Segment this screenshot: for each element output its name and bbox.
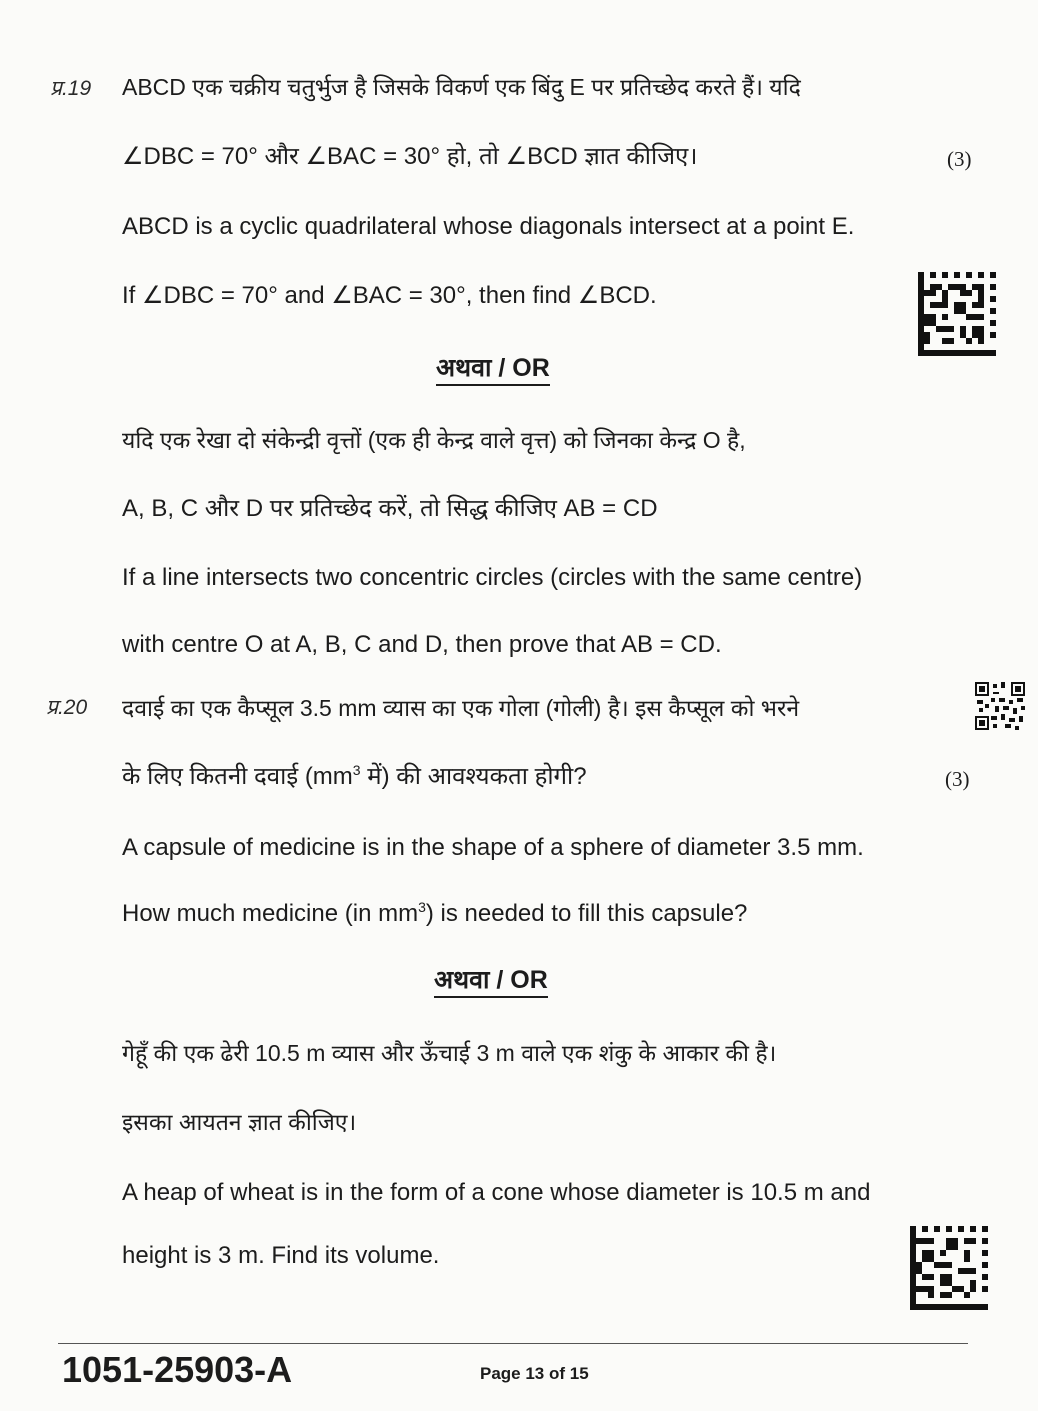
q19-english-line-1: ABCD is a cyclic quadrilateral whose diagonals intersect at a point E. <box>122 213 855 240</box>
q19-alt-english-line-2: with centre O at A, B, C and D, then prove that AB = CD. <box>122 631 722 658</box>
datamatrix-code-icon-bottom <box>910 1226 988 1310</box>
q19-marks: (3) <box>947 147 972 171</box>
paper-code: 1051-25903-A <box>62 1349 293 1390</box>
q20-marks: (3) <box>945 767 970 791</box>
q20-english-line-2: How much medicine (in $mm^3$) is needed to fill this capsule? <box>122 899 748 927</box>
q20-hindi-line-2: के लिए कितनी दवाई ($mm^3$ में) की आवश्यकता होगी? <box>122 762 587 790</box>
q19-alt-hindi-line-1: यदि एक रेखा दो संकेन्द्री वृत्तों (एक ही केन्द्र वाले वृत्त) को जिनका केन्द्र O है, <box>122 427 746 453</box>
q20-english-line-1: A capsule of medicine is in the shape of a sphere of diameter 3.5 mm. <box>122 834 864 861</box>
q19-hindi-line-2: ∠DBC = 70° और ∠BAC = 30° हो, तो ∠BCD ज्ञात कीजिए। <box>122 143 698 170</box>
q20-alt-english-line-1: A heap of wheat is in the form of a cone whose diameter is 10.5 m and <box>122 1179 871 1206</box>
q19-english-line-2: If ∠DBC = 70° and ∠BAC = 30°, then find ∠BCD. <box>122 282 657 309</box>
or-heading-q19: अथवा / OR <box>436 352 550 384</box>
footer-divider <box>58 1343 968 1344</box>
or-heading-q20: अथवा / OR <box>434 964 548 996</box>
question-20-number: प्र.20 <box>46 696 88 719</box>
q19-alt-hindi-line-2: A, B, C और D पर प्रतिच्छेद करें, तो सिद्ध कीजिए AB = CD <box>122 495 658 522</box>
q19-alt-english-line-1: If a line intersects two concentric circles (circles with the same centre) <box>122 564 863 591</box>
q20-alt-english-line-2: height is 3 m. Find its volume. <box>122 1242 440 1269</box>
qr-code-icon <box>975 682 1025 730</box>
datamatrix-code-icon <box>918 272 996 356</box>
q20-alt-hindi-line-1: गेहूँ की एक ढेरी 10.5 m व्यास और ऊँचाई 3 m वाले एक शंकु के आकार की है। <box>122 1040 777 1066</box>
q20-hindi-line-1: दवाई का एक कैप्सूल 3.5 mm व्यास का एक गोला (गोली) है। इस कैप्सूल को भरने <box>122 695 800 721</box>
q20-alt-hindi-line-2: इसका आयतन ज्ञात कीजिए। <box>122 1109 357 1135</box>
q19-hindi-line-1: ABCD एक चक्रीय चतुर्भुज है जिसके विकर्ण एक बिंदु E पर प्रतिच्छेद करते हैं। यदि <box>122 74 801 100</box>
question-19-number: प्र.19 <box>50 77 92 100</box>
page-number: Page 13 of 15 <box>480 1364 589 1383</box>
